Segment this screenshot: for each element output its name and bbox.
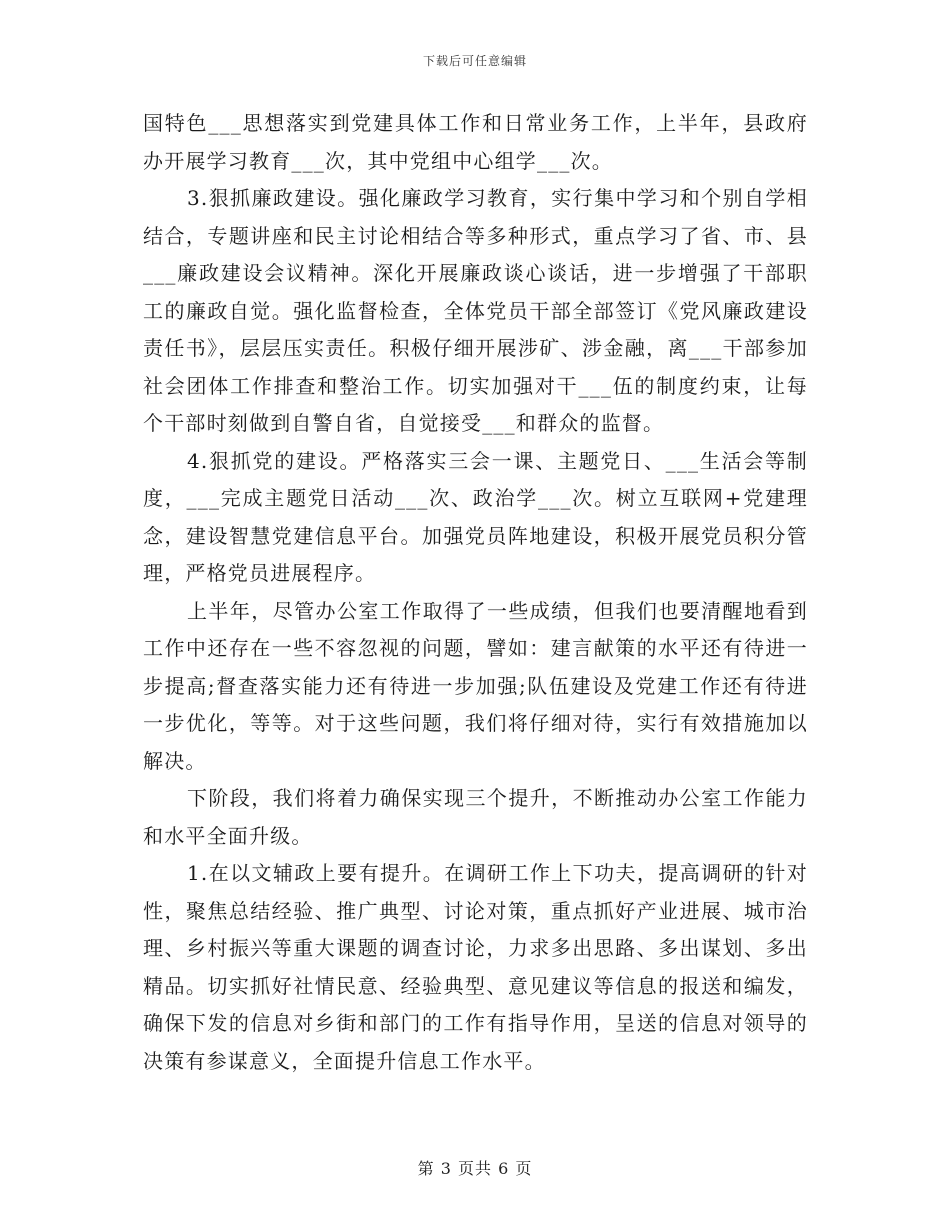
page-footer: 第 3 页共 6 页	[417, 1159, 533, 1178]
paragraph-problems: 上半年，尽管办公室工作取得了一些成绩，但我们也要清醒地看到工作中还存在一些不容忽视的问题，譬如：建言献策的水平还有待进一步提高;督查落实能力还有待进一步加强;队伍建设及党建工作还有待进一步优化，等等。对于这些问题，我们将仔细对待，实行有效措施加以解决。	[143, 598, 808, 773]
document-body	[143, 105, 808, 1080]
paragraph-improvement-1: 1.在以文辅政上要有提升。在调研工作上下功夫，提高调研的针对性，聚焦总结经验、推广典型、讨论对策，重点抓好产业进展、城市治理、乡村振兴等重大课题的调查讨论，力求多出思路、多出谋划、多出精品。切实抓好社情民意、经验典型、意见建议等信息的报送和编发，确保下发的信息对乡街和部门的工作有指导作用，呈送的信息对领导的决策有参谋意义，全面提升信息工作水平。	[143, 861, 808, 1073]
page-header: 下载后可任意编辑	[422, 54, 527, 68]
paragraph-next-stage: 下阶段，我们将着力确保实现三个提升，不断推动办公室工作能力和水平全面升级。	[143, 786, 808, 848]
paragraph-continuation: 国特色___思想落实到党建具体工作和日常业务工作，上半年，县政府办开展学习教育___次，其中党组中心组学___次。	[143, 111, 808, 173]
paragraph-party-building: 4.狠抓党的建设。严格落实三会一课、主题党日、___生活会等制度，___完成主题党日活动___次、政治学___次。树立互联网+党建理念，建设智慧党建信息平台。加强党员阵地建设，积极开展党员积分管理，严格党员进展程序。	[143, 448, 808, 585]
paragraph-anti-corruption: 3.狠抓廉政建设。强化廉政学习教育，实行集中学习和个别自学相结合，专题讲座和民主讨论相结合等多种形式，重点学习了省、市、县___廉政建设会议精神。深化开展廉政谈心谈话，进一步增强了干部职工的廉政自觉。强化监督检查，全体党员干部全部签订《党风廉政建设责任书》，层层压实责任。积极仔细开展涉矿、涉金融，离___干部参加社会团体工作排查和整治工作。切实加强对干___伍的制度约束，让每个干部时刻做到自警自省，自觉接受___和群众的监督。	[143, 186, 808, 435]
